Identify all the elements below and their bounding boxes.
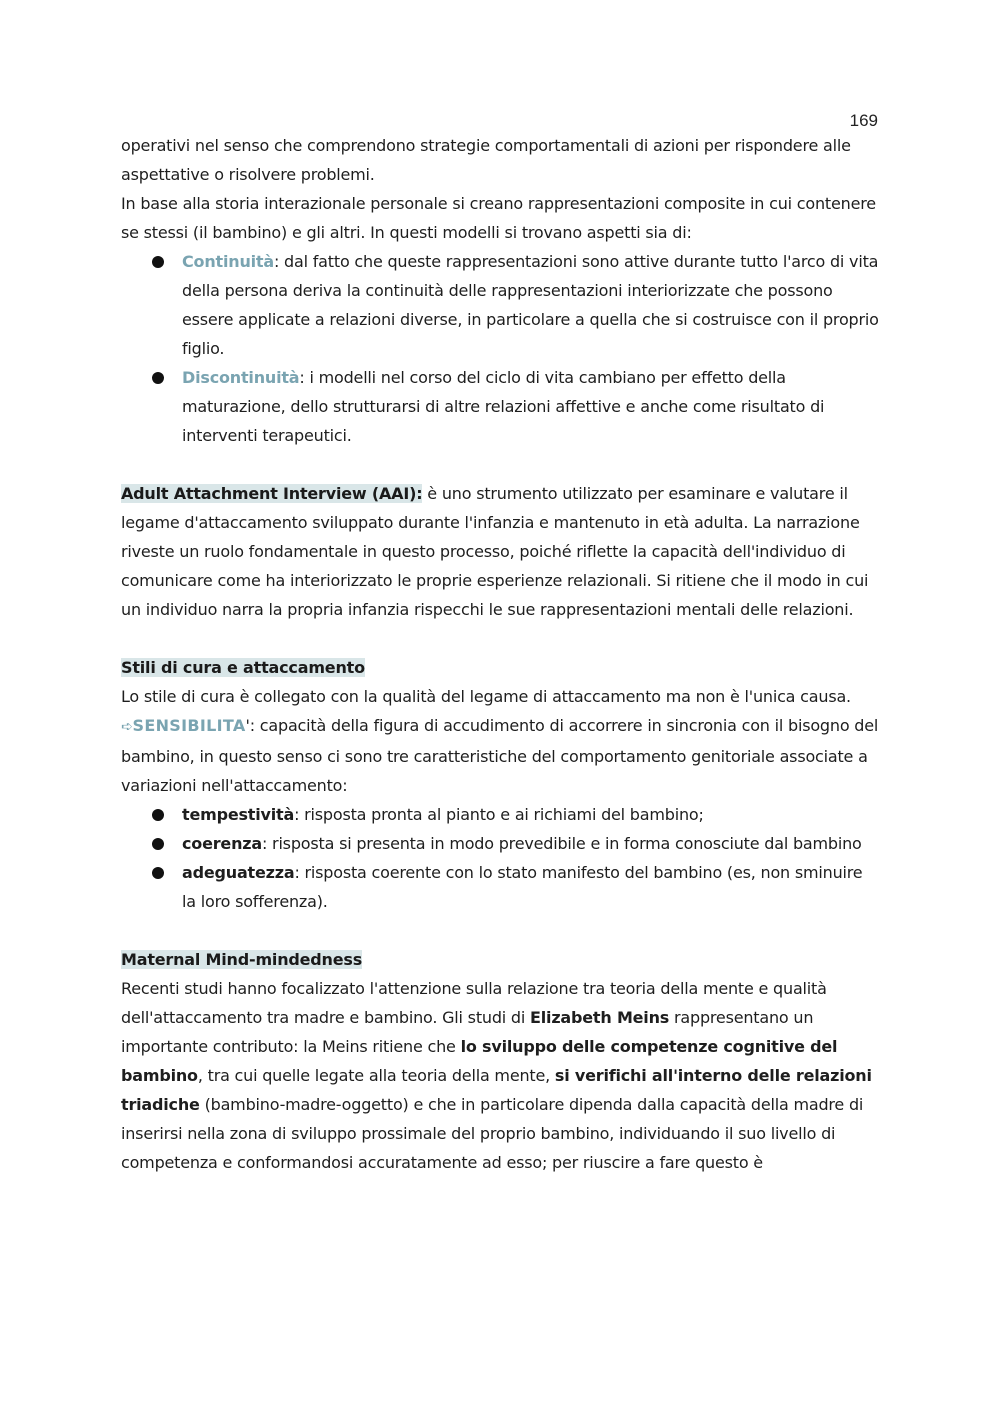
aai-text: è uno strumento utilizzato per esaminare e valutare il legame d'attaccamento sviluppato durante l'infanzia e mantenuto in età adulta. La narrazione riveste un ruolo fondamentale in questo processo, poiché riflette la capacità dell'individuo di comunicare come ha interiorizzato le proprie esperienze relazionali. Si ritiene che il modo in cui un individuo narra la propria infanzia rispecchi le sue rappresentazioni mentali delle relazioni. bbox=[121, 484, 869, 619]
page-content bbox=[121, 131, 881, 1177]
list-item bbox=[121, 829, 881, 858]
term-continuita: Continuità bbox=[182, 252, 274, 271]
list-item bbox=[121, 800, 881, 829]
spacer bbox=[121, 916, 881, 945]
section-heading-wrapper bbox=[121, 945, 881, 974]
section-heading-wrapper bbox=[121, 653, 881, 682]
bullet-icon bbox=[152, 256, 164, 268]
term-adeguatezza: adeguatezza bbox=[182, 863, 295, 882]
mmm-text: rappresentano un importante contributo: la Meins ritiene che bbox=[121, 1008, 814, 1056]
list-item bbox=[121, 858, 881, 916]
bullet-icon bbox=[152, 838, 164, 850]
mmm-bold-phrase: lo sviluppo delle competenze cognitive del bambino bbox=[121, 1037, 838, 1085]
section-heading-aai: Adult Attachment Interview (AAI): bbox=[121, 484, 423, 503]
paragraph-intro-continuation: operativi nel senso che comprendono strategie comportamentali di azioni per rispondere alle aspettative o risolvere problemi. bbox=[121, 136, 851, 184]
sensibilita-text: ': capacità della figura di accudimento di accorrere in sincronia con il bisogno del bambino, in questo senso ci sono tre caratteristiche del comportamento genitoriale associate a variazioni nell'attaccamento: bbox=[121, 716, 879, 795]
spacer bbox=[121, 450, 881, 479]
paragraph-intro-models: In base alla storia interazionale personale si creano rappresentazioni composite in cui contenere se stessi (il bambino) e gli altri. In questi modelli si trovano aspetti sia di: bbox=[121, 194, 876, 242]
page-number: 169 bbox=[849, 111, 878, 130]
list-item-text: : risposta pronta al pianto e ai richiami del bambino; bbox=[294, 805, 704, 824]
section-heading-mmm: Maternal Mind-mindedness bbox=[121, 950, 363, 969]
term-coerenza: coerenza bbox=[182, 834, 262, 853]
mmm-text: Recenti studi hanno focalizzato l'attenzione sulla relazione tra teoria della mente e qualità dell'attaccamento tra madre e bambino. Gli studi di bbox=[121, 979, 827, 1027]
caregiving-list bbox=[121, 800, 881, 916]
list-item bbox=[121, 363, 881, 450]
arrow-icon: ➪ bbox=[121, 719, 133, 735]
paragraph-mmm bbox=[121, 974, 881, 1177]
list-item-text: : risposta coerente con lo stato manifesto del bambino (es, non sminuire la loro sofferenza). bbox=[182, 863, 863, 911]
list-item-text: : i modelli nel corso del ciclo di vita cambiano per effetto della maturazione, dello strutturarsi di altre relazioni affettive e anche come risultato di interventi terapeutici. bbox=[182, 368, 825, 445]
list-item-text: : dal fatto che queste rappresentazioni sono attive durante tutto l'arco di vita della persona deriva la continuità delle rappresentazioni interiorizzate che possono essere applicate a relazioni diverse, in particolare a quella che si costruisce con il proprio figlio. bbox=[182, 252, 879, 358]
term-tempestivita: tempestività bbox=[182, 805, 295, 824]
list-item bbox=[121, 247, 881, 363]
paragraph-stili: Lo stile di cura è collegato con la qualità del legame di attaccamento ma non è l'unica causa. bbox=[121, 687, 851, 706]
spacer bbox=[121, 624, 881, 653]
bullet-icon bbox=[152, 372, 164, 384]
mmm-bold-author: Elizabeth Meins bbox=[530, 1008, 670, 1027]
paragraph-sensibilita bbox=[121, 711, 881, 800]
mmm-text: , tra cui quelle legate alla teoria della mente, bbox=[197, 1066, 555, 1085]
term-sensibilita: SENSIBILITA bbox=[132, 716, 246, 735]
bullet-icon bbox=[152, 867, 164, 879]
section-heading-stili: Stili di cura e attaccamento bbox=[121, 658, 365, 677]
bullet-icon bbox=[152, 809, 164, 821]
paragraph-aai bbox=[121, 479, 881, 624]
mmm-text: (bambino-madre-oggetto) e che in particolare dipenda dalla capacità della madre di inserirsi nella zona di sviluppo prossimale del proprio bambino, individuando il suo livello di competenza e conformandosi accuratamente ad esso; per riuscire a fare questo è bbox=[121, 1095, 864, 1172]
continuity-list bbox=[121, 247, 881, 450]
list-item-text: : risposta si presenta in modo prevedibile e in forma conosciute dal bambino bbox=[261, 834, 862, 853]
mmm-bold-phrase: si verifichi all'interno delle relazioni triadiche bbox=[121, 1066, 872, 1114]
term-discontinuita: Discontinuità bbox=[182, 368, 300, 387]
